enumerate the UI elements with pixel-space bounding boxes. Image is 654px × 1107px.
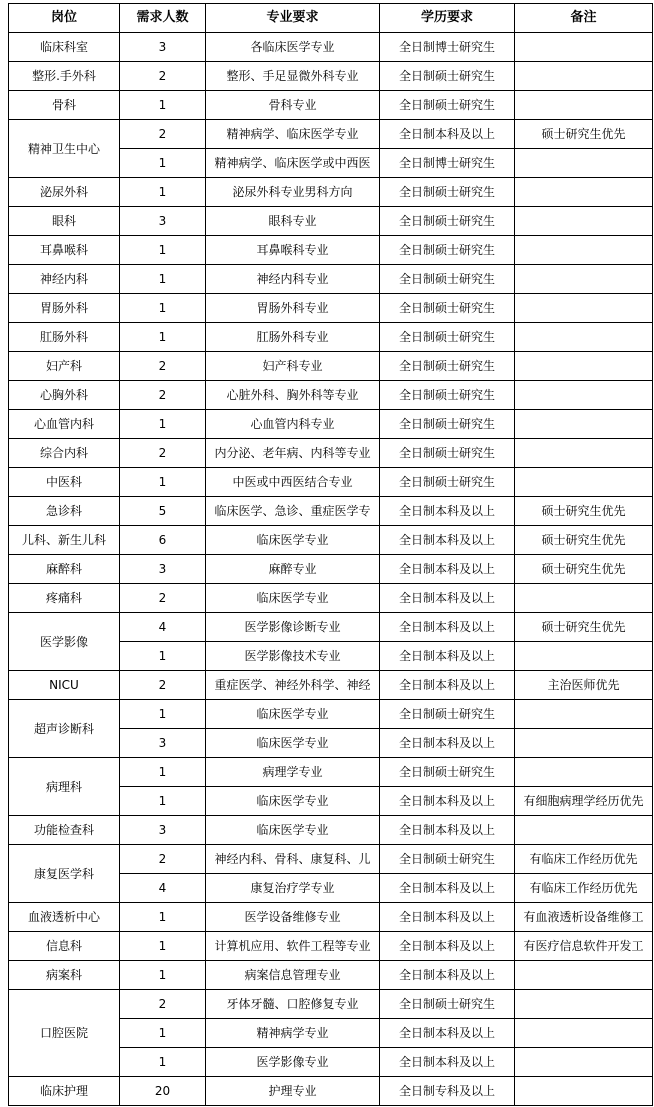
major-cell: 整形、手足显微外科专业: [206, 62, 380, 91]
count-cell: 3: [120, 729, 206, 758]
note-cell: [515, 700, 653, 729]
note-cell: [515, 1077, 653, 1106]
position-cell: 骨科: [9, 91, 120, 120]
count-cell: 1: [120, 758, 206, 787]
note-cell: [515, 816, 653, 845]
education-cell: 全日制硕士研究生: [380, 439, 515, 468]
major-cell: 麻醉专业: [206, 555, 380, 584]
header-position: 岗位: [9, 4, 120, 33]
count-cell: 1: [120, 961, 206, 990]
count-cell: 6: [120, 526, 206, 555]
position-cell: 超声诊断科: [9, 700, 120, 758]
note-cell: [515, 323, 653, 352]
note-cell: [515, 265, 653, 294]
education-cell: 全日制本科及以上: [380, 1048, 515, 1077]
table-row: [9, 120, 653, 149]
table-row: [9, 613, 653, 642]
count-cell: 3: [120, 555, 206, 584]
major-cell: 精神病学、临床医学或中西医: [206, 149, 380, 178]
count-cell: 2: [120, 671, 206, 700]
major-cell: 内分泌、老年病、内科等专业: [206, 439, 380, 468]
table-row: [9, 990, 653, 1019]
major-cell: 临床医学专业: [206, 729, 380, 758]
major-cell: 临床医学、急诊、重症医学专: [206, 497, 380, 526]
table-row: [9, 33, 653, 62]
table-row: [9, 1077, 653, 1106]
table-row: [9, 236, 653, 265]
major-cell: 医学影像诊断专业: [206, 613, 380, 642]
major-cell: 牙体牙髓、口腔修复专业: [206, 990, 380, 1019]
major-cell: 耳鼻喉科专业: [206, 236, 380, 265]
table-row: [9, 468, 653, 497]
education-cell: 全日制硕士研究生: [380, 294, 515, 323]
education-cell: 全日制本科及以上: [380, 120, 515, 149]
note-cell: 有临床工作经历优先: [515, 845, 653, 874]
table-row: [9, 410, 653, 439]
position-cell: 儿科、新生儿科: [9, 526, 120, 555]
education-cell: 全日制硕士研究生: [380, 410, 515, 439]
position-cell: 综合内科: [9, 439, 120, 468]
education-cell: 全日制硕士研究生: [380, 236, 515, 265]
education-cell: 全日制本科及以上: [380, 787, 515, 816]
table-row: [9, 352, 653, 381]
education-cell: 全日制硕士研究生: [380, 207, 515, 236]
position-cell: 信息科: [9, 932, 120, 961]
position-cell: 医学影像: [9, 613, 120, 671]
table-row: [9, 497, 653, 526]
major-cell: 骨科专业: [206, 91, 380, 120]
major-cell: 眼科专业: [206, 207, 380, 236]
note-cell: [515, 439, 653, 468]
note-cell: [515, 758, 653, 787]
count-cell: 1: [120, 178, 206, 207]
table-row: [9, 903, 653, 932]
header-major: 专业要求: [206, 4, 380, 33]
count-cell: 1: [120, 410, 206, 439]
education-cell: 全日制本科及以上: [380, 903, 515, 932]
table-row: [9, 381, 653, 410]
education-cell: 全日制硕士研究生: [380, 91, 515, 120]
position-cell: 病案科: [9, 961, 120, 990]
note-cell: [515, 33, 653, 62]
count-cell: 2: [120, 381, 206, 410]
note-cell: [515, 236, 653, 265]
major-cell: 病理学专业: [206, 758, 380, 787]
count-cell: 4: [120, 874, 206, 903]
table-row: [9, 555, 653, 584]
table-row: [9, 323, 653, 352]
count-cell: 1: [120, 787, 206, 816]
major-cell: 临床医学专业: [206, 526, 380, 555]
count-cell: 1: [120, 903, 206, 932]
table-row: [9, 207, 653, 236]
table-body: [9, 4, 653, 1106]
count-cell: 2: [120, 584, 206, 613]
count-cell: 1: [120, 468, 206, 497]
note-cell: 有临床工作经历优先: [515, 874, 653, 903]
major-cell: 肛肠外科专业: [206, 323, 380, 352]
position-cell: 肛肠外科: [9, 323, 120, 352]
header-note: 备注: [515, 4, 653, 33]
count-cell: 2: [120, 62, 206, 91]
education-cell: 全日制本科及以上: [380, 526, 515, 555]
table-row: [9, 439, 653, 468]
position-cell: 临床科室: [9, 33, 120, 62]
table-row: [9, 265, 653, 294]
position-cell: 精神卫生中心: [9, 120, 120, 178]
education-cell: 全日制硕士研究生: [380, 758, 515, 787]
recruitment-table: [8, 3, 653, 1106]
table-row: [9, 961, 653, 990]
education-cell: 全日制本科及以上: [380, 874, 515, 903]
table-row: [9, 845, 653, 874]
major-cell: 心脏外科、胸外科等专业: [206, 381, 380, 410]
count-cell: 1: [120, 1019, 206, 1048]
count-cell: 1: [120, 642, 206, 671]
note-cell: [515, 178, 653, 207]
count-cell: 2: [120, 352, 206, 381]
education-cell: 全日制博士研究生: [380, 149, 515, 178]
position-cell: 眼科: [9, 207, 120, 236]
note-cell: [515, 207, 653, 236]
major-cell: 临床医学专业: [206, 816, 380, 845]
table-row: [9, 816, 653, 845]
note-cell: 硕士研究生优先: [515, 120, 653, 149]
note-cell: 有血液透析设备维修工: [515, 903, 653, 932]
note-cell: [515, 62, 653, 91]
major-cell: 护理专业: [206, 1077, 380, 1106]
position-cell: 病理科: [9, 758, 120, 816]
table-row: [9, 91, 653, 120]
count-cell: 2: [120, 845, 206, 874]
note-cell: [515, 729, 653, 758]
table-row: [9, 178, 653, 207]
count-cell: 20: [120, 1077, 206, 1106]
count-cell: 1: [120, 294, 206, 323]
major-cell: 心血管内科专业: [206, 410, 380, 439]
education-cell: 全日制硕士研究生: [380, 323, 515, 352]
major-cell: 医学影像技术专业: [206, 642, 380, 671]
count-cell: 1: [120, 91, 206, 120]
position-cell: 心血管内科: [9, 410, 120, 439]
education-cell: 全日制本科及以上: [380, 613, 515, 642]
count-cell: 2: [120, 439, 206, 468]
note-cell: [515, 381, 653, 410]
education-cell: 全日制硕士研究生: [380, 178, 515, 207]
education-cell: 全日制本科及以上: [380, 932, 515, 961]
position-cell: 整形.手外科: [9, 62, 120, 91]
note-cell: [515, 642, 653, 671]
note-cell: [515, 352, 653, 381]
major-cell: 神经内科专业: [206, 265, 380, 294]
education-cell: 全日制本科及以上: [380, 729, 515, 758]
education-cell: 全日制本科及以上: [380, 671, 515, 700]
major-cell: 计算机应用、软件工程等专业: [206, 932, 380, 961]
note-cell: 硕士研究生优先: [515, 526, 653, 555]
note-cell: [515, 91, 653, 120]
major-cell: 重症医学、神经外科学、神经: [206, 671, 380, 700]
note-cell: [515, 468, 653, 497]
note-cell: [515, 1019, 653, 1048]
table-row: [9, 294, 653, 323]
education-cell: 全日制硕士研究生: [380, 845, 515, 874]
count-cell: 1: [120, 700, 206, 729]
education-cell: 全日制本科及以上: [380, 961, 515, 990]
count-cell: 3: [120, 33, 206, 62]
count-cell: 3: [120, 207, 206, 236]
count-cell: 2: [120, 990, 206, 1019]
major-cell: 临床医学专业: [206, 584, 380, 613]
position-cell: 中医科: [9, 468, 120, 497]
position-cell: 心胸外科: [9, 381, 120, 410]
education-cell: 全日制本科及以上: [380, 1019, 515, 1048]
position-cell: 功能检查科: [9, 816, 120, 845]
count-cell: 3: [120, 816, 206, 845]
education-cell: 全日制硕士研究生: [380, 381, 515, 410]
education-cell: 全日制专科及以上: [380, 1077, 515, 1106]
count-cell: 1: [120, 236, 206, 265]
major-cell: 临床医学专业: [206, 787, 380, 816]
note-cell: [515, 961, 653, 990]
position-cell: 康复医学科: [9, 845, 120, 903]
education-cell: 全日制硕士研究生: [380, 62, 515, 91]
education-cell: 全日制本科及以上: [380, 816, 515, 845]
major-cell: 中医或中西医结合专业: [206, 468, 380, 497]
note-cell: 硕士研究生优先: [515, 555, 653, 584]
education-cell: 全日制本科及以上: [380, 497, 515, 526]
table-row: [9, 671, 653, 700]
table-row: [9, 584, 653, 613]
position-cell: 泌尿外科: [9, 178, 120, 207]
major-cell: 康复治疗学专业: [206, 874, 380, 903]
note-cell: [515, 1048, 653, 1077]
education-cell: 全日制硕士研究生: [380, 352, 515, 381]
position-cell: NICU: [9, 671, 120, 700]
education-cell: 全日制硕士研究生: [380, 990, 515, 1019]
education-cell: 全日制博士研究生: [380, 33, 515, 62]
count-cell: 1: [120, 1048, 206, 1077]
education-cell: 全日制本科及以上: [380, 642, 515, 671]
note-cell: [515, 294, 653, 323]
table-row: [9, 758, 653, 787]
major-cell: 病案信息管理专业: [206, 961, 380, 990]
major-cell: 泌尿外科专业男科方向: [206, 178, 380, 207]
note-cell: 硕士研究生优先: [515, 613, 653, 642]
major-cell: 神经内科、骨科、康复科、儿: [206, 845, 380, 874]
note-cell: 硕士研究生优先: [515, 497, 653, 526]
major-cell: 妇产科专业: [206, 352, 380, 381]
count-cell: 1: [120, 265, 206, 294]
note-cell: 主治医师优先: [515, 671, 653, 700]
education-cell: 全日制本科及以上: [380, 584, 515, 613]
position-cell: 耳鼻喉科: [9, 236, 120, 265]
position-cell: 血液透析中心: [9, 903, 120, 932]
position-cell: 临床护理: [9, 1077, 120, 1106]
position-cell: 麻醉科: [9, 555, 120, 584]
note-cell: [515, 149, 653, 178]
table-row: [9, 932, 653, 961]
major-cell: 精神病学专业: [206, 1019, 380, 1048]
count-cell: 2: [120, 120, 206, 149]
major-cell: 精神病学、临床医学专业: [206, 120, 380, 149]
note-cell: 有医疗信息软件开发工: [515, 932, 653, 961]
table-row: [9, 526, 653, 555]
position-cell: 急诊科: [9, 497, 120, 526]
education-cell: 全日制硕士研究生: [380, 468, 515, 497]
header-education: 学历要求: [380, 4, 515, 33]
header-count: 需求人数: [120, 4, 206, 33]
note-cell: 有细胞病理学经历优先: [515, 787, 653, 816]
major-cell: 医学影像专业: [206, 1048, 380, 1077]
note-cell: [515, 584, 653, 613]
note-cell: [515, 410, 653, 439]
count-cell: 1: [120, 932, 206, 961]
position-cell: 神经内科: [9, 265, 120, 294]
major-cell: 胃肠外科专业: [206, 294, 380, 323]
table-row: [9, 62, 653, 91]
position-cell: 疼痛科: [9, 584, 120, 613]
table-row: [9, 700, 653, 729]
count-cell: 1: [120, 149, 206, 178]
education-cell: 全日制硕士研究生: [380, 700, 515, 729]
header-row: [9, 4, 653, 33]
position-cell: 妇产科: [9, 352, 120, 381]
major-cell: 临床医学专业: [206, 700, 380, 729]
position-cell: 口腔医院: [9, 990, 120, 1077]
count-cell: 1: [120, 323, 206, 352]
position-cell: 胃肠外科: [9, 294, 120, 323]
education-cell: 全日制本科及以上: [380, 555, 515, 584]
education-cell: 全日制硕士研究生: [380, 265, 515, 294]
major-cell: 各临床医学专业: [206, 33, 380, 62]
count-cell: 5: [120, 497, 206, 526]
note-cell: [515, 990, 653, 1019]
count-cell: 4: [120, 613, 206, 642]
major-cell: 医学设备维修专业: [206, 903, 380, 932]
